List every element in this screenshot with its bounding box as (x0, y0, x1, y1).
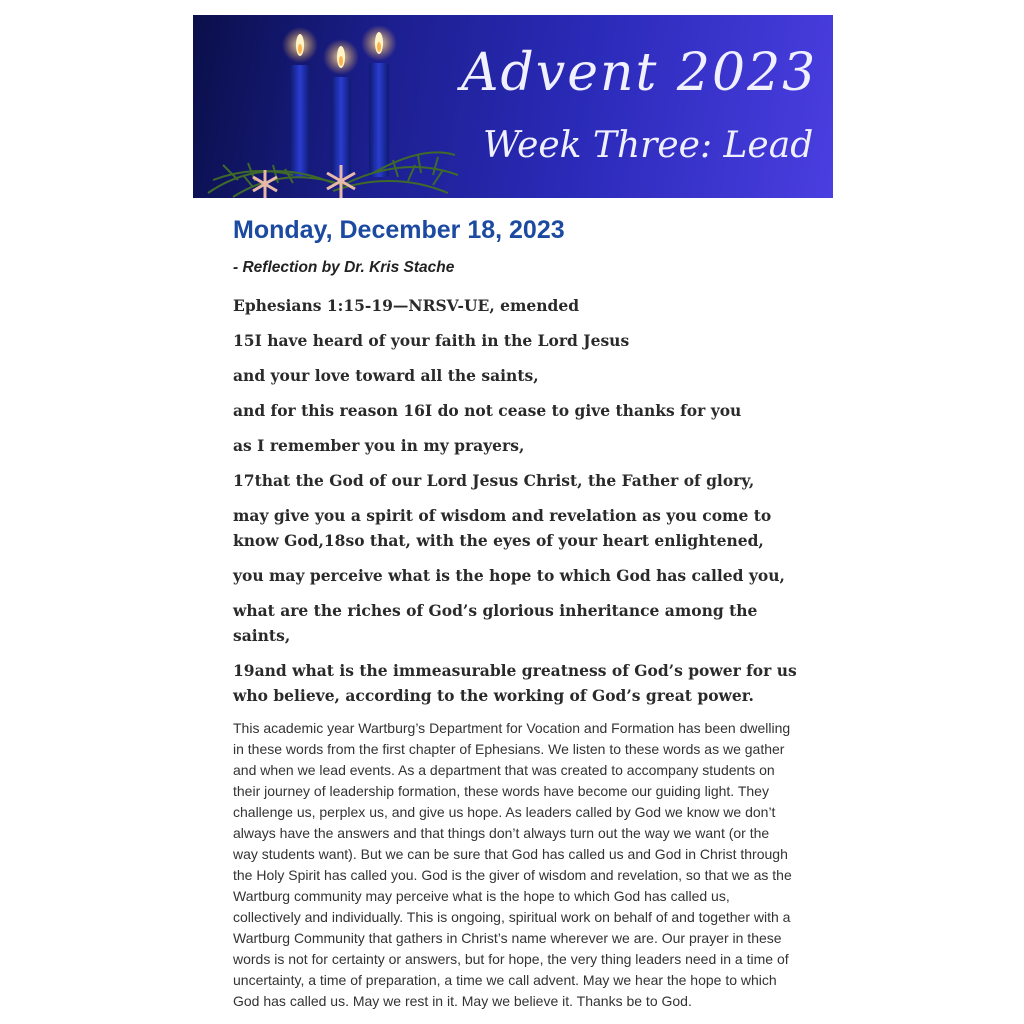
verse-line: and for this reason 16I do not cease to give thanks for you (233, 401, 742, 420)
candle-left (282, 27, 318, 177)
advent-banner (193, 15, 833, 198)
candle-right (361, 25, 397, 177)
banner-title: Advent 2023 (461, 43, 818, 103)
verse-line: 15I have heard of your faith in the Lord Jesus (233, 331, 630, 350)
byline: - Reflection by Dr. Kris Stache (233, 259, 455, 276)
verse-line: may give you a spirit of wisdom and revelation as you come to know God,18so that, with the eyes of your heart enlightened, (233, 506, 772, 550)
verse-line: as I remember you in my prayers, (233, 436, 525, 455)
verse-line: and your love toward all the saints, (233, 366, 539, 385)
article-body (233, 210, 799, 1012)
page-title: Monday, December 18, 2023 (233, 216, 565, 244)
candle-middle (323, 39, 359, 177)
scripture-passage (233, 293, 799, 708)
verse-line: 19and what is the immeasurable greatness of God’s power for us who believe, according to the working of God’s great power. (233, 661, 797, 705)
reflection-paragraph: This academic year Wartburg’s Department for Vocation and Formation has been dwelling in these words from the first chapter of Ephesians. We listen to these words as we gather and when we lead events. As a department that was created to accompany students on their journey of leadership formation, these words have become our guiding light. They challenge us, perplex us, and give us hope. As leaders called by God we know we don’t always have the answers and that things don’t always turn out the way we want (or the way students want). But we can be sure that God has called us and God in Christ through the Holy Spirit has called you. God is the giver of wisdom and revelation, so that we as the Wartburg community may perceive what is the hope to which God has called us, collectively and individually. This is ongoing, spiritual work on behalf of and together with a Wartburg Community that gathers in Christ’s name wherever we are. Our prayer in these words is not for certainty or answers, but for hope, the very thing leaders need in a time of uncertainty, a time of preparation, a time we call advent. May we hear the hope to which God has called us. May we rest in it. May we believe it. Thanks be to God. (233, 720, 792, 1009)
scripture-reference: Ephesians 1:15-19—NRSV-UE, emended (233, 296, 580, 315)
verse-line: what are the riches of God’s glorious inheritance among the saints, (233, 601, 758, 645)
verse-line: 17that the God of our Lord Jesus Christ, the Father of glory, (233, 471, 755, 490)
banner-subtitle: Week Three: Lead (483, 125, 814, 166)
verse-line: you may perceive what is the hope to which God has called you, (233, 566, 785, 585)
